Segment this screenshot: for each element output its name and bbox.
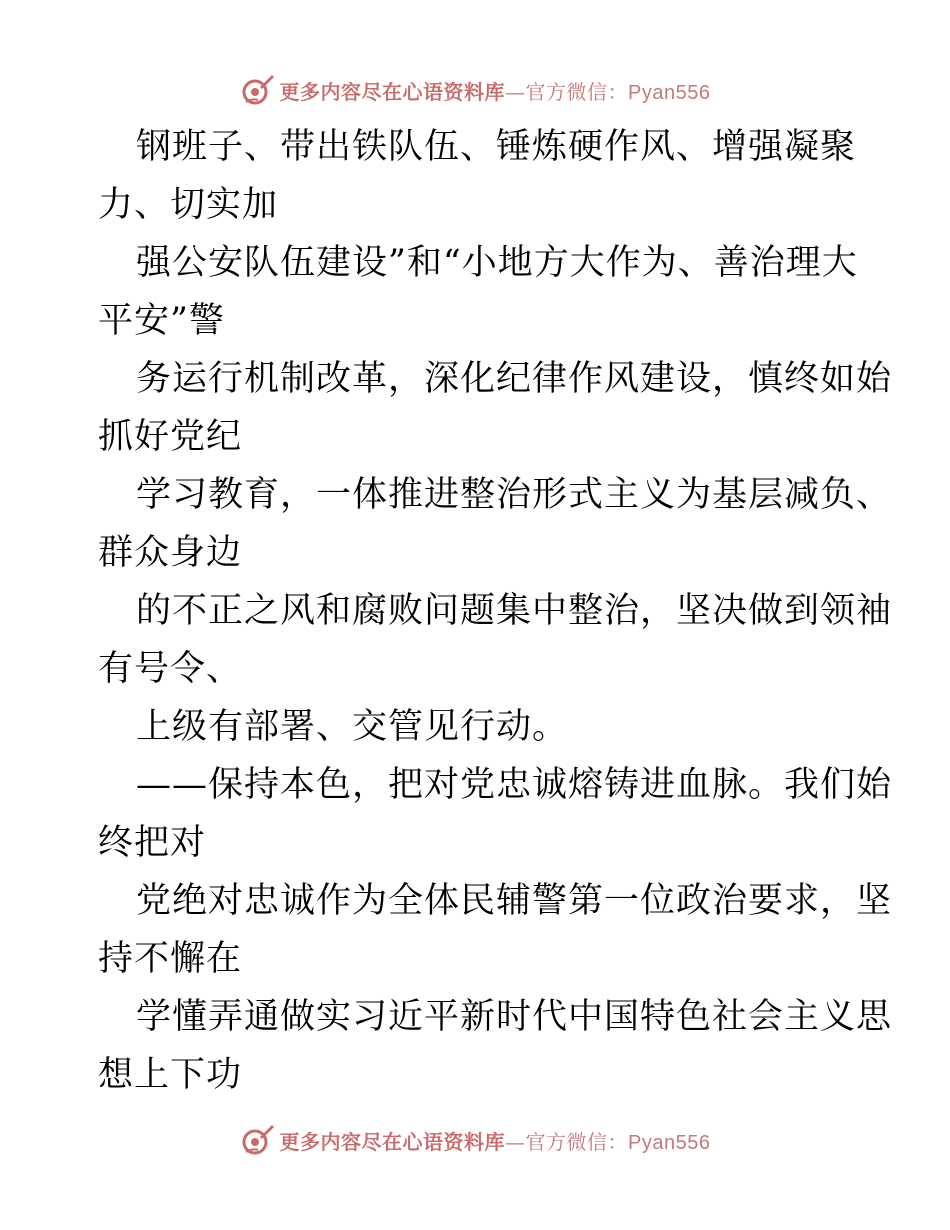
body-line: 平安”警 (98, 301, 225, 341)
footer-banner-text (280, 1126, 711, 1155)
body-line: 强公安队伍建设”和“小地方大作为、善治理大 (136, 243, 858, 283)
pen-logo-icon (240, 72, 276, 108)
body-line: 钢班子、带出铁队伍、锤炼硬作风、增强凝聚 (136, 127, 857, 167)
footer-banner (0, 1120, 950, 1160)
header-wechat-label: 官方微信： (525, 79, 629, 104)
footer-wechat-label: 官方微信： (525, 1129, 629, 1154)
body-line: 想上下功 (98, 1055, 243, 1095)
body-line: 持不懈在 (98, 939, 243, 979)
footer-dash: — (505, 1129, 526, 1154)
body-line: 终把对 (98, 823, 207, 863)
body-line: 学习教育，一体推进整治形式主义为基层减负、 (136, 475, 893, 515)
header-brand-text: 更多内容尽在心语资料库 (279, 79, 506, 104)
body-line: 力、切实加 (98, 185, 279, 225)
header-banner (0, 70, 950, 110)
header-banner-text (280, 76, 711, 105)
body-line: 群众身边 (98, 533, 243, 573)
body-line: 学懂弄通做实习近平新时代中国特色社会主义思 (136, 997, 893, 1037)
header-wechat-id: Pyan556 (628, 81, 711, 104)
body-line: 上级有部署、交管见行动。 (136, 707, 569, 747)
body-line: ——保持本色，把对党忠诚熔铸进血脉。我们始 (136, 765, 893, 805)
body-line: 的不正之风和腐败问题集中整治，坚决做到领袖 (136, 591, 893, 631)
body-line: 党绝对忠诚作为全体民辅警第一位政治要求，坚 (136, 881, 893, 921)
body-line: 有号令、 (98, 649, 243, 689)
body-line: 抓好党纪 (98, 417, 243, 457)
pen-logo-icon (240, 1122, 276, 1158)
body-line: 务运行机制改革，深化纪律作风建设，慎终如始 (136, 359, 893, 399)
header-dash: — (505, 79, 526, 104)
document-body (98, 118, 893, 1104)
footer-brand-text: 更多内容尽在心语资料库 (279, 1129, 506, 1154)
footer-wechat-id: Pyan556 (628, 1131, 711, 1154)
